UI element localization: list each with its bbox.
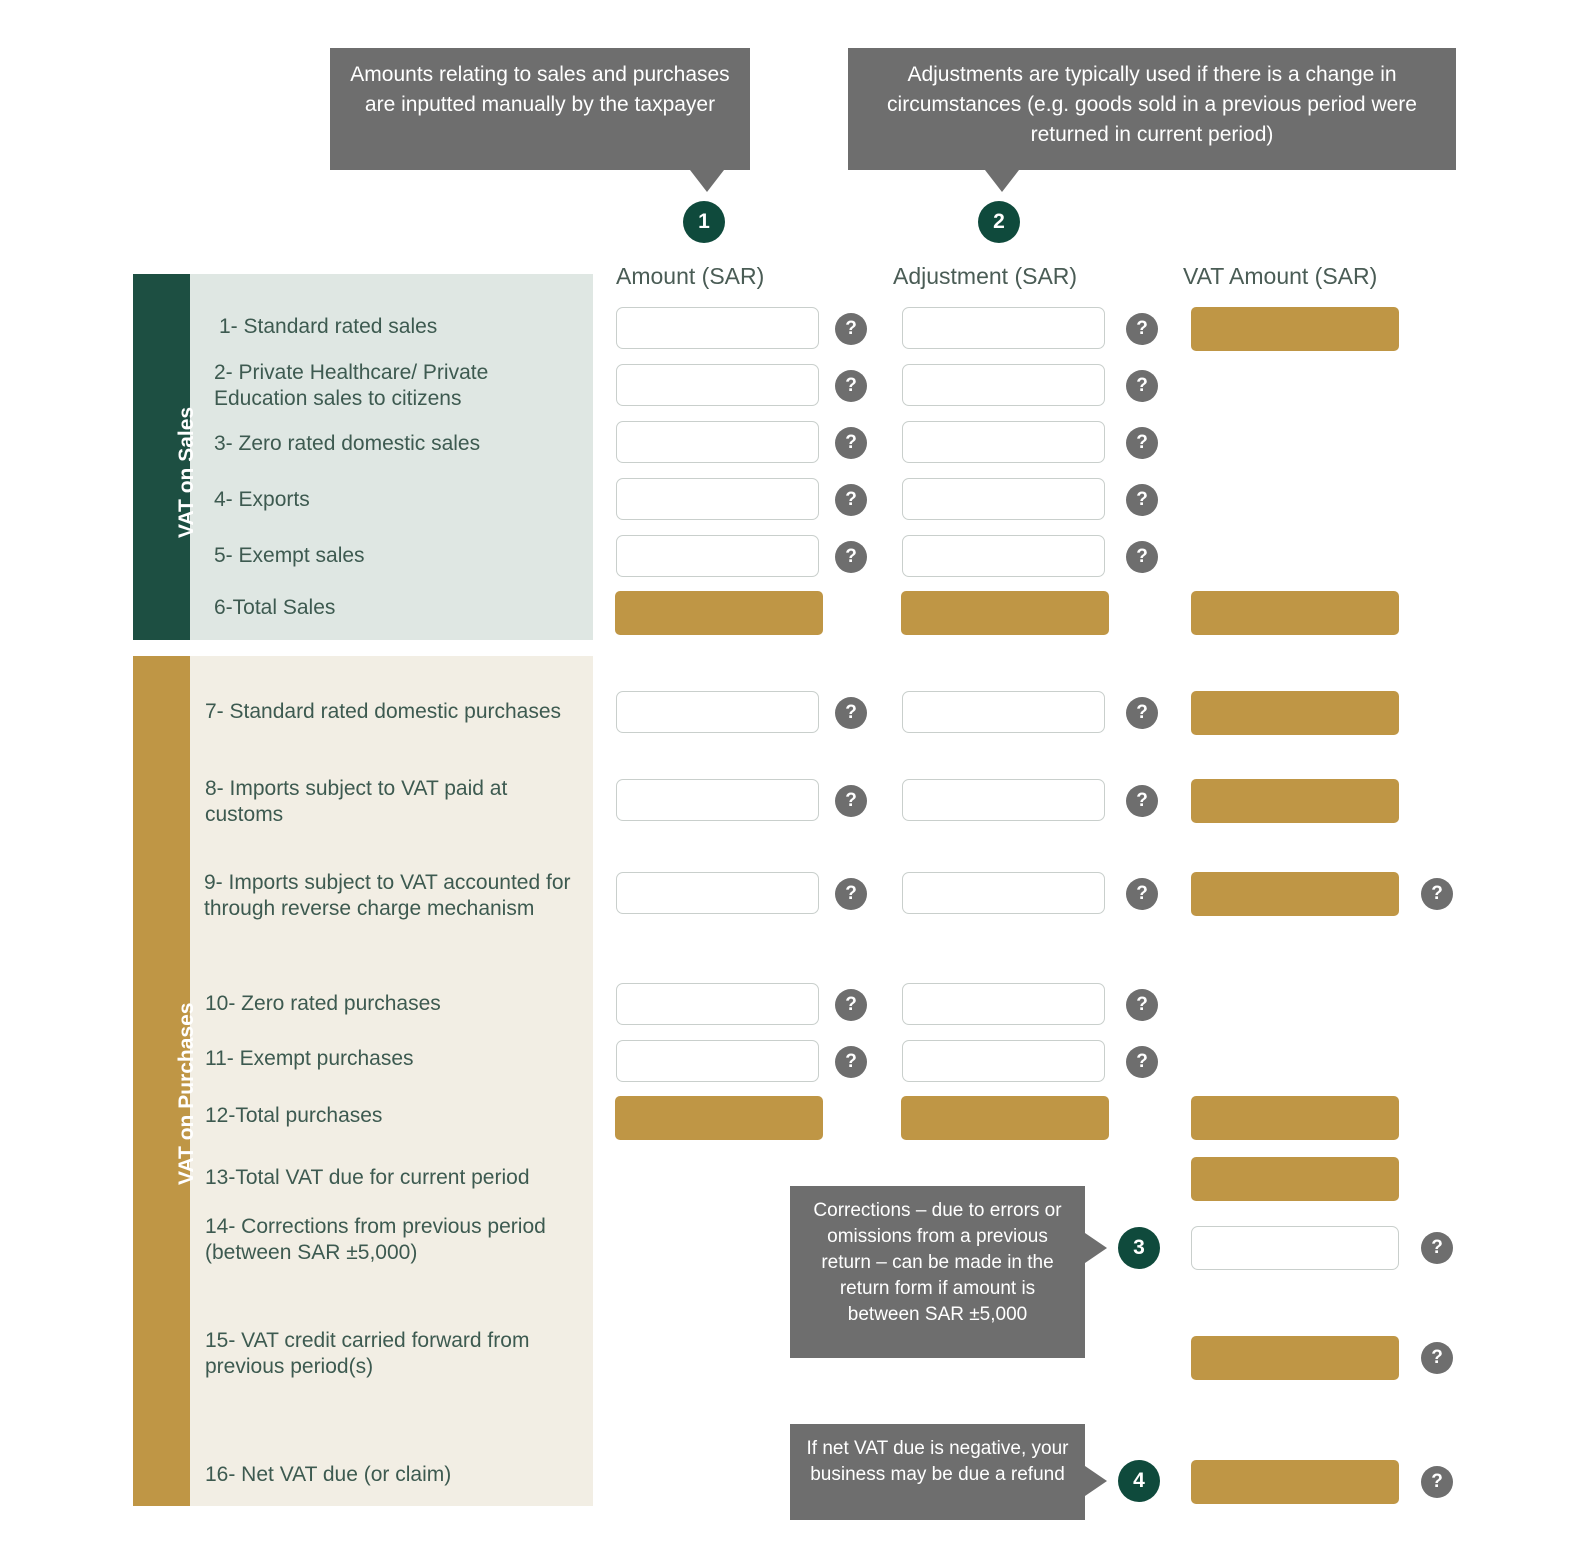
row-label-purch-11: 11- Exempt purchases (205, 1047, 414, 1070)
section-vat-on-purchases-label: VAT on Purchases (175, 1002, 198, 1185)
row-label-sales-4: 4- Exports (214, 488, 310, 511)
row-label-sales-3: 3- Zero rated domestic sales (214, 432, 481, 455)
input-adjustment-row-11[interactable] (902, 1040, 1105, 1082)
help-icon-vat-row-16[interactable]: ? (1421, 1466, 1453, 1498)
computed-adjustment-row-6 (901, 591, 1109, 635)
computed-vat-row-16 (1191, 1460, 1399, 1504)
computed-amount-row-12 (615, 1096, 823, 1140)
input-adjustment-row-10[interactable] (902, 983, 1105, 1025)
callout-1 (330, 48, 750, 170)
help-icon-amount-row-8[interactable]: ? (835, 785, 867, 817)
input-adjustment-row-2[interactable] (902, 364, 1105, 406)
help-icon-amount-row-3[interactable]: ? (835, 427, 867, 459)
row-label-purch-10: 10- Zero rated purchases (205, 992, 441, 1015)
help-icon-adjustment-row-11[interactable]: ? (1126, 1046, 1158, 1078)
input-vat-row-14[interactable] (1191, 1226, 1399, 1270)
row-label-purch-12: 12-Total purchases (205, 1104, 383, 1127)
row-label-purch-15: 15- VAT credit carried forward from previous period(s) (205, 1329, 530, 1378)
column-header-adjustment: Adjustment (SAR) (893, 263, 1078, 289)
input-adjustment-row-7[interactable] (902, 691, 1105, 733)
computed-vat-row-8 (1191, 779, 1399, 823)
help-icon-amount-row-4[interactable]: ? (835, 484, 867, 516)
input-adjustment-row-8[interactable] (902, 779, 1105, 821)
computed-vat-row-6 (1191, 591, 1399, 635)
row-label-sales-1: 1- Standard rated sales (219, 315, 438, 338)
help-icon-adjustment-row-3[interactable]: ? (1126, 427, 1158, 459)
callout-1-tail (690, 170, 724, 192)
callout-1-text: Amounts relating to sales and purchases are inputted manually by the taxpayer (350, 63, 730, 116)
computed-vat-row-12 (1191, 1096, 1399, 1140)
help-icon-adjustment-row-7[interactable]: ? (1126, 697, 1158, 729)
marker-2-label: 2 (993, 210, 1005, 233)
row-label-sales-5: 5- Exempt sales (214, 544, 365, 567)
input-amount-row-1[interactable] (616, 307, 819, 349)
row-label-purch-7: 7- Standard rated domestic purchases (205, 700, 562, 723)
row-label-sales-2: 2- Private Healthcare/ Private Education sales to citizens (214, 361, 489, 410)
input-adjustment-row-1[interactable] (902, 307, 1105, 349)
row-label-purch-13: 13-Total VAT due for current period (205, 1166, 530, 1189)
computed-vat-row-7 (1191, 691, 1399, 735)
help-icon-amount-row-2[interactable]: ? (835, 370, 867, 402)
help-icon-amount-row-10[interactable]: ? (835, 989, 867, 1021)
computed-adjustment-row-12 (901, 1096, 1109, 1140)
help-icon-adjustment-row-8[interactable]: ? (1126, 785, 1158, 817)
input-amount-row-5[interactable] (616, 535, 819, 577)
callout-2-tail (985, 170, 1019, 192)
input-adjustment-row-5[interactable] (902, 535, 1105, 577)
callout-4-text: If net VAT due is negative, your business may be due a refund (806, 1438, 1069, 1485)
callout-3-tail (1085, 1233, 1107, 1263)
computed-amount-row-6 (615, 591, 823, 635)
computed-vat-row-15 (1191, 1336, 1399, 1380)
help-icon-adjustment-row-2[interactable]: ? (1126, 370, 1158, 402)
help-icon-amount-row-1[interactable]: ? (835, 313, 867, 345)
column-header-vat-amount: VAT Amount (SAR) (1183, 263, 1378, 289)
input-adjustment-row-4[interactable] (902, 478, 1105, 520)
help-icon-adjustment-row-4[interactable]: ? (1126, 484, 1158, 516)
computed-vat-row-13 (1191, 1157, 1399, 1201)
help-icon-amount-row-9[interactable]: ? (835, 878, 867, 910)
marker-4 (1118, 1460, 1160, 1502)
row-label-sales-6: 6-Total Sales (214, 596, 336, 619)
input-amount-row-4[interactable] (616, 478, 819, 520)
row-label-purch-9: 9- Imports subject to VAT accounted for through reverse charge mechanism (204, 871, 571, 920)
column-header-amount: Amount (SAR) (616, 263, 765, 289)
input-adjustment-row-9[interactable] (902, 872, 1105, 914)
callout-4-tail (1085, 1466, 1107, 1496)
input-amount-row-10[interactable] (616, 983, 819, 1025)
help-icon-amount-row-7[interactable]: ? (835, 697, 867, 729)
callout-2 (848, 48, 1456, 170)
row-label-purch-8: 8- Imports subject to VAT paid at customs (205, 777, 508, 826)
input-adjustment-row-3[interactable] (902, 421, 1105, 463)
callout-2-text: Adjustments are typically used if there is a change in circumstances (e.g. goods sold in a previous period were returned in current period) (887, 63, 1417, 146)
help-icon-vat-row-14[interactable]: ? (1421, 1232, 1453, 1264)
help-icon-amount-row-5[interactable]: ? (835, 541, 867, 573)
input-amount-row-11[interactable] (616, 1040, 819, 1082)
input-amount-row-2[interactable] (616, 364, 819, 406)
section-vat-on-sales-label: VAT on Sales (175, 406, 198, 538)
help-icon-adjustment-row-10[interactable]: ? (1126, 989, 1158, 1021)
marker-3-label: 3 (1133, 1236, 1145, 1259)
help-icon-vat-row-9[interactable]: ? (1421, 878, 1453, 910)
help-icon-amount-row-11[interactable]: ? (835, 1046, 867, 1078)
marker-2 (978, 201, 1020, 243)
input-amount-row-7[interactable] (616, 691, 819, 733)
callout-3-text: Corrections – due to errors or omissions from a previous return – can be made in the return form if amount is between SAR ±5,000 (813, 1200, 1062, 1325)
help-icon-adjustment-row-1[interactable]: ? (1126, 313, 1158, 345)
input-amount-row-3[interactable] (616, 421, 819, 463)
marker-1-label: 1 (698, 210, 710, 233)
computed-vat-row-9 (1191, 872, 1399, 916)
help-icon-vat-row-15[interactable]: ? (1421, 1342, 1453, 1374)
input-amount-row-9[interactable] (616, 872, 819, 914)
input-amount-row-8[interactable] (616, 779, 819, 821)
marker-4-label: 4 (1133, 1469, 1145, 1492)
marker-3 (1118, 1227, 1160, 1269)
row-label-purch-14: 14- Corrections from previous period (between SAR ±5,000) (205, 1215, 546, 1264)
marker-1 (683, 201, 725, 243)
callout-3 (790, 1186, 1085, 1358)
callout-4 (790, 1424, 1085, 1520)
help-icon-adjustment-row-5[interactable]: ? (1126, 541, 1158, 573)
computed-vat-row-1 (1191, 307, 1399, 351)
row-label-purch-16: 16- Net VAT due (or claim) (205, 1463, 452, 1486)
help-icon-adjustment-row-9[interactable]: ? (1126, 878, 1158, 910)
